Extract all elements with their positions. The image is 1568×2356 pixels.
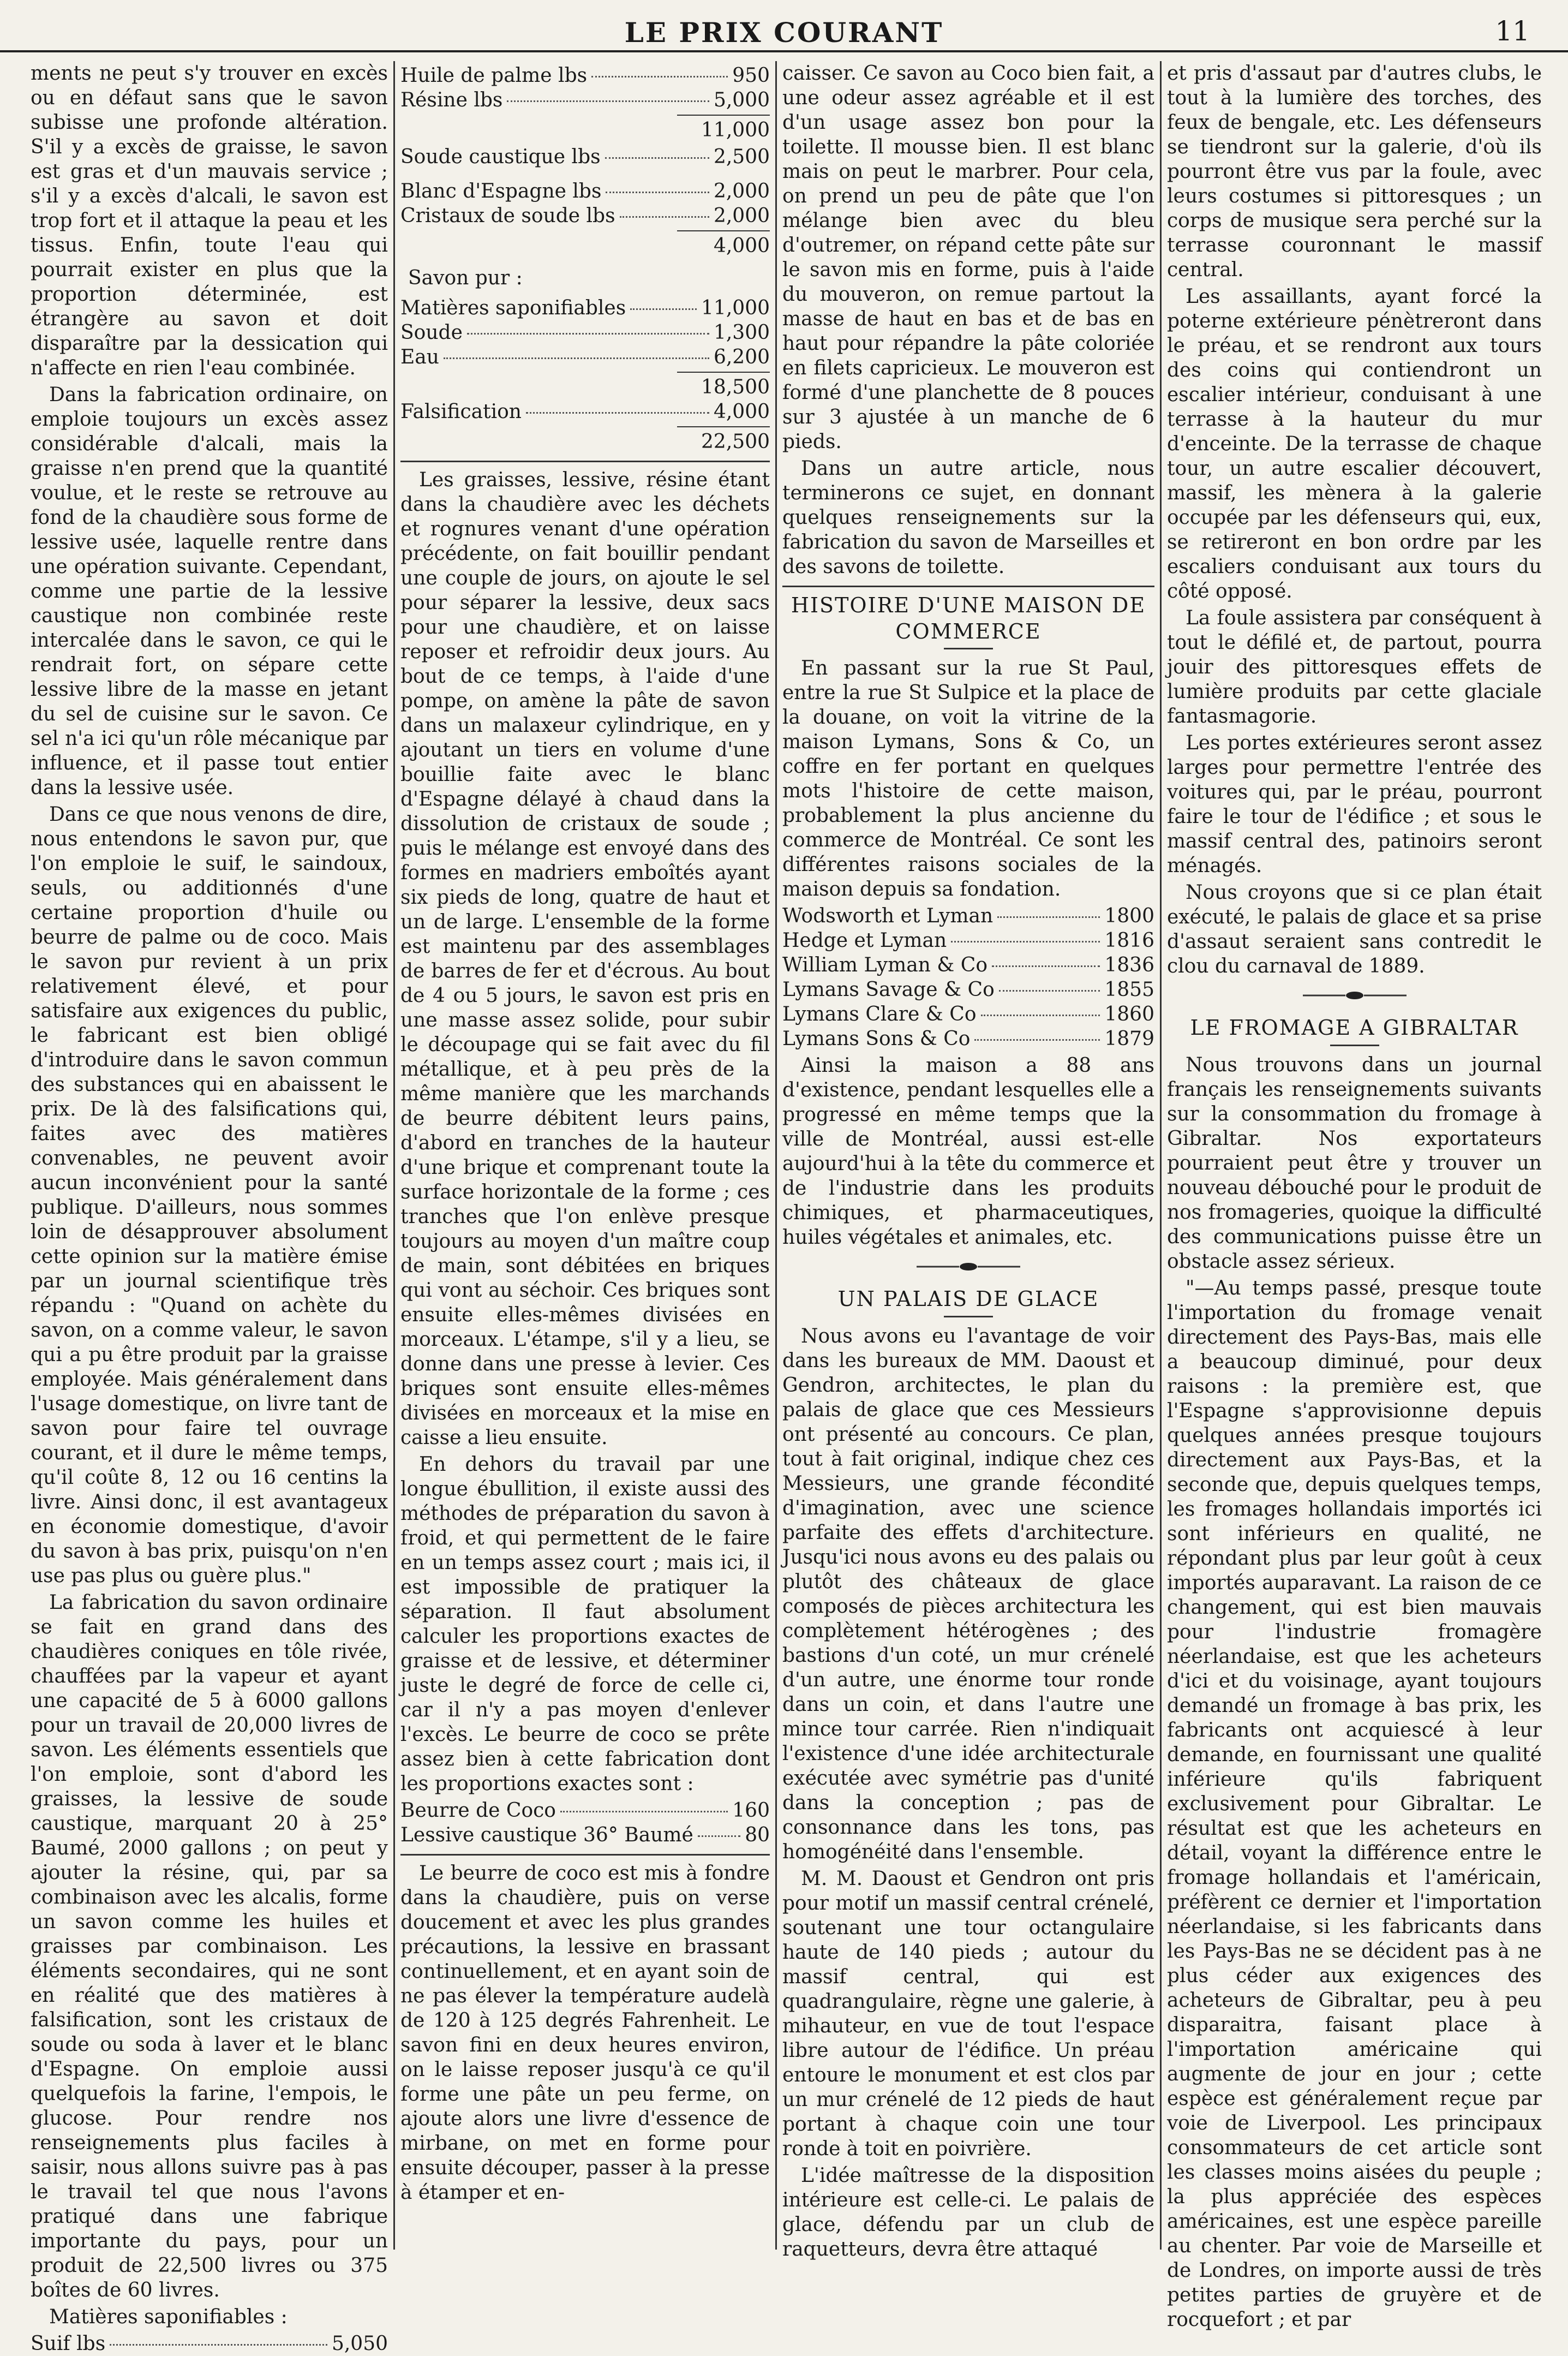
sum-rule bbox=[677, 230, 770, 231]
ingredient-row bbox=[400, 63, 770, 88]
paragraph: Les graisses, lessive, résine étant dans la chaudière avec les déchets et rognures venant d'une opération précédente, on fait bouillir pendant une couple de jours, on ajoute le sel pour séparer la lessive, deux sacs pour une chaudière, et on laisse reposer et refroidir deux jours. Au bout de ce temps, à l'aide d'une pompe, on amène la pâte de savon dans un malaxeur cylindrique, en y ajoutant un tiers en volume d'une bouillie faite avec le blanc d'Espagne délayé à chaud dans la dissolution de cristaux de soude ; puis le mélange est envoyé dans des formes en madriers emboîtés ayant six pieds de long, quatre de haut et un de large. L'ensemble de la forme est maintenu par des assemblages de barres de fer et d'écrous. Au bout de 4 ou 5 jours, le savon est pris en une masse assez solide, pour subir le découpage qui se fait avec du fil métallique, et à peu près de la même manière que les marchands de beurre débitent leurs pains, d'abord en tranches de la hauteur d'une brique et comprenant toute la surface horizontale de la forme ; ces tranches que l'on enlève presque toujours au moyen d'un maître coup de main, sont débitées en briques qui vont au séchoir. Ces briques sont ensuite elles-mêmes divisées en morceaux. L'étampe, s'il y a lieu, se donne dans une presse à levier. Ces briques sont ensuite elles-mêmes divisées en morceaux et la mise en caisse a lieu ensuite. bbox=[400, 469, 770, 1449]
leader-dots bbox=[992, 965, 1100, 967]
sum-rule bbox=[677, 372, 770, 373]
total-value: 22,500 bbox=[701, 431, 770, 453]
firm-year: 1836 bbox=[1104, 954, 1154, 976]
paragraph: Nous avons eu l'avantage de voir dans les bureaux de MM. Daoust et Gendron, architectes, le plan du palais de glace que ces Messieurs ont présenté au concours. Ce plan, tout à fait original, indique chez ces Messieurs, une grande fécondité d'imagination, avec une science parfaite des effets d'architecture. Jusqu'ici nous avons eu des palais ou plutôt des châteaux de glace composés de pièces architectura les complètement hétérogènes ; des bastions d'un coté, un mur crénelé d'un autre, une énorme tour ronde dans un coin, et dans l'autre une mince tour carrée. Rien n'indiquait l'existence d'une idée architecturale exécutée avec symétrie pas d'unité dans la conception ; pas de consonnance dans les tons, pas homogénéité dans l'ensemble. bbox=[782, 1325, 1154, 1863]
ingredient-list bbox=[400, 145, 770, 228]
ingredient-row bbox=[400, 179, 770, 204]
firm-year: 1816 bbox=[1104, 929, 1154, 952]
ingredient-value: 2,000 bbox=[713, 205, 770, 227]
paragraph: caisser. Ce savon au Coco bien fait, a une odeur assez agréable et il est d'un usage assez bon pour la toilette. Il mousse bien. Il est blanc mais on peut le marbrer. Pour cela, on prend un peu de pâte que l'on mélange bien avec du bleu d'outremer, on répand cette pâte sur le savon mis en forme, puis à l'aide du mouveron, on remue partout la masse de haut en bas et de bas en haut pour répandre la pâte coloriée en filets capricieux. Le mouveron est formé d'une planchette de 8 pouces sur 3 ajustée à un manche de 6 pieds. bbox=[782, 62, 1154, 453]
leader-dots bbox=[110, 2344, 327, 2346]
ingredient-row bbox=[400, 296, 770, 320]
ingredient-label: Blanc d'Espagne lbs bbox=[400, 180, 602, 202]
spacer bbox=[400, 169, 770, 179]
ingredient-row bbox=[400, 345, 770, 369]
ornament bbox=[782, 1255, 1154, 1280]
paragraph: Dans ce que nous venons de dire, nous entendons le savon pur, que l'on emploie le suif, le saindoux, seuls, ou additionnés d'une certaine proportion d'huile ou beurre de palme ou de coco. Mais le savon pur revient à un prix relativement élevé, et pour satisfaire aux exigences du public, le fabricant est bien obligé d'introduire dans le savon commun des substances qui en abaissent le prix. De là des falsifications qui, faites avec des matières convenables, ne peuvent avoir aucun inconvénient pour la santé publique. D'ailleurs, nous sommes loin de désapprouver absolument cette opinion sur la matière émise par un journal scientifique très répandu : "Quand on achète du savon, on a comme valeur, le savon qui a pu être produit par la graisse employée. Mais généralement dans l'usage domestique, on livre tant de savon pour faire tel ouvrage courant, et il dure le même temps, qu'il coûte 8, 12 ou 16 centins la livre. Ainsi donc, il est avantageux en économie domestique, d'avoir du savon à bas prix, puisqu'on n'en use pas plus ou guère plus." bbox=[31, 803, 388, 1587]
ingredient-label: Cristaux de soude lbs bbox=[400, 205, 615, 227]
subheading: Savon pur : bbox=[408, 267, 523, 289]
ingredient-row bbox=[400, 88, 770, 112]
ingredient-value: 2,000 bbox=[713, 180, 770, 202]
leader-dots bbox=[999, 990, 1100, 992]
ingredient-label: Falsification bbox=[400, 401, 522, 423]
ingredient-row bbox=[400, 320, 770, 345]
firm-row bbox=[782, 953, 1154, 977]
column-3 bbox=[775, 61, 1160, 2260]
ingredient-value: 5,050 bbox=[331, 2333, 388, 2355]
firm-name: Hedge et Lyman bbox=[782, 929, 947, 952]
firm-row bbox=[782, 1002, 1154, 1027]
divider bbox=[782, 586, 1154, 587]
ornament bbox=[1167, 984, 1542, 1009]
firm-row bbox=[782, 1027, 1154, 1051]
total-value: 18,500 bbox=[701, 376, 770, 398]
ingredient-value: 160 bbox=[732, 1799, 770, 1822]
leader-dots bbox=[630, 308, 697, 310]
paragraph: En passant sur la rue St Paul, entre la rue St Sulpice et la place de la douane, on voit la vitrine de la maison Lymans, Sons & Co, un coffre en fer portant en quelques mots l'histoire de cette maison, probablement la plus ancienne du commerce de Montréal. Ce sont les différentes raisons sociales de la maison depuis sa fondation. bbox=[782, 657, 1154, 900]
firm-name: Lymans Savage & Co bbox=[782, 979, 995, 1001]
paragraph: La fabrication du savon ordinaire se fait en grand dans des chaudières coniques en tôle rivée, chauffées par la vapeur et ayant une capacité de 5 à 6000 gallons pour un travail de 20,000 livres de savon. Les éléments essentiels que l'on emploie, sont d'abord les graisses, la lessive de soude caustique, marquant 20 à 25° Baumé, 2000 gallons ; on peut y ajouter la résine, qui, par sa combinaison avec les alcalis, forme un savon comme les huiles et graisses par combinaison. Les éléments secondaires, qui ne sont en réalité que des matières à falsification, sont les cristaux de soude ou soda à laver et le blanc d'Espagne. On emploie aussi quelquefois la farine, l'empois, le glucose. Pour rendre nos renseignements plus faciles à saisir, nous allons suivre pas à pas le travail tel que nous l'avons pratiqué dans une fabrique importante du pays, pour un produit de 22,500 livres ou 375 boîtes de 60 livres. bbox=[31, 1591, 388, 2301]
firm-year: 1800 bbox=[1104, 905, 1154, 927]
leader-dots bbox=[507, 100, 709, 102]
firm-name: William Lyman & Co bbox=[782, 954, 988, 976]
column-2 bbox=[393, 61, 775, 2250]
firm-year: 1855 bbox=[1104, 979, 1154, 1001]
columns bbox=[25, 61, 1547, 2355]
paragraph: Les assaillants, ayant forcé la poterne extérieure pénètreront dans le préau, et se rendront aux tours des coins qui contiendront un escalier intérieur, conduisant à une terrasse à la hauteur du mur d'enceinte. De la terrasse de chaque tour, un autre escalier découvert, massif, les mènera à la galerie occupée par les défenseurs qui, eux, se retireront en bon ordre par les escaliers conduisant aux tours du côté opposé. bbox=[1167, 285, 1542, 603]
firm-name: Wodsworth et Lyman bbox=[782, 905, 994, 927]
column-4 bbox=[1160, 61, 1547, 2331]
leader-dots bbox=[698, 1835, 740, 1837]
leader-dots bbox=[560, 1811, 728, 1812]
ingredient-row bbox=[400, 1823, 770, 1847]
ingredient-value: 6,200 bbox=[713, 346, 770, 368]
firm-row bbox=[782, 928, 1154, 953]
firm-name: Lymans Sons & Co bbox=[782, 1028, 971, 1050]
paragraph: La foule assistera par conséquent à tout le défilé et, de partout, pourra jouir des pittoresques effets de lumière produits par cette glaciale fantasmagorie. bbox=[1167, 607, 1542, 727]
leader-dots bbox=[997, 916, 1100, 918]
ingredient-list bbox=[400, 63, 770, 112]
heading-rule bbox=[1330, 1045, 1379, 1046]
ingredient-value: 5,000 bbox=[713, 89, 770, 111]
running-title: LE PRIX COURANT bbox=[624, 16, 944, 49]
paragraph: "—Au temps passé, presque toute l'importation du fromage venait directement des Pays-Bas, mais elle a beaucoup diminué, pour deux raisons : la première est, que l'Espagne s'approvisionne depuis quelques années presque toujours directement aux Pays-Bas, et la seconde que, depuis quelques temps, les fromages hollandais importés ici sont inférieurs en qualité, ne répondant plus par leur goût à ceux importés auparavant. La raison de ce changement, qui est bien mauvais pour l'industrie fromagère néerlandaise, est que les acheteurs d'ici et du voisinage, ayant toujours demandé un fromage à bas prix, les fabricants ont acquiescé à leur demande, en fournissant une qualité inférieure qu'ils fabriquent exclusivement pour Gibraltar. Le résultat est que les acheteurs en détail, voyant la différence entre le fromage hollandais et l'américain, préfèrent ce dernier et l'importation néerlandaise, si les fabricants dans les Pays-Bas ne se décident pas à ne plus céder aux exigences des acheteurs de Gibraltar, peu à peu disparaitra, faisant place à l'importation américaine qui augmente de jour en jour ; cette espèce est généralement reçue par voie de Liverpool. Les principaux consommateurs de cet article sont les classes moins aisées du peuple ; la plus appréciée des espèces américaines, est une espèce pareille au chenter. Par voie de Marseille et de Londres, on importe aussi de très petites parties de gruyère et de rocquefort ; et par bbox=[1167, 1277, 1542, 2331]
firm-list bbox=[782, 904, 1154, 1051]
ingredient-value: 1,300 bbox=[713, 321, 770, 344]
heading-rule bbox=[944, 648, 993, 649]
paragraph: Les portes extérieures seront assez larges pour permettre l'entrée des voitures qui, par le préau, pourront faire le tour de l'édifice ; et sous le massif central des, patinoirs seront ménagés. bbox=[1167, 732, 1542, 877]
ingredient-label: Matières saponifiables bbox=[400, 297, 626, 319]
ingredient-row bbox=[400, 399, 770, 424]
page-number: 11 bbox=[1495, 15, 1530, 47]
paragraph: En dehors du travail par une longue ébullition, il existe aussi des méthodes de préparation du savon à froid, et qui permettent de le faire en un temps assez court ; mais ici, il est impossible de pratiquer la séparation. Il faut absolument calculer les proportions exactes de graisse et de lessive, et déterminer juste le degré de force de celle ci, car il n'y a pas moyen d'enlever l'excès. Le beurre de coco se prête assez bien à cette fabrication dont les proportions exactes sont : bbox=[400, 1453, 770, 1795]
ingredient-row bbox=[31, 2331, 388, 2356]
paragraph: L'idée maîtresse de la disposition intérieure est celle-ci. Le palais de glace, défendu par un club de raquetteurs, devra être attaqué bbox=[782, 2164, 1154, 2260]
leader-dots bbox=[981, 1015, 1100, 1016]
sum-rule bbox=[677, 426, 770, 427]
paragraph: Le beurre de coco est mis à fondre dans la chaudière, puis on verse doucement et avec les plus grandes précautions, la lessive en brassant continuellement, et en ayant soin de ne pas élever la température audelà de 120 à 125 degrés Fahrenheit. Le savon fini en deux heures environ, on le laisse reposer jusqu'à ce qu'il forme une pâte un peu ferme, on ajoute alors une livre d'essence de mirbane, on met en forme pour ensuite découper, passer à la presse à étamper et en- bbox=[400, 1862, 770, 2204]
leader-dots bbox=[444, 357, 709, 359]
page-header bbox=[0, 0, 1568, 52]
ingredient-label: Huile de palme lbs bbox=[400, 64, 588, 87]
paragraph: et pris d'assaut par d'autres clubs, le tout à la lumière des torches, des feux de bengale, etc. Les défenseurs se tiendront sur la galerie, d'où ils pourront être vus par la foule, avec leurs costumes si pittoresques ; un corps de musique sera perché sur la terrasse couronnant le massif central. bbox=[1167, 62, 1542, 281]
ingredient-label: Soude caustique lbs bbox=[400, 146, 601, 168]
firm-year: 1879 bbox=[1104, 1028, 1154, 1050]
paragraph: Dans la fabrication ordinaire, on emploie toujours un excès assez considérable d'alcali, mais la graisse n'en prend que la quantité voulue, et le reste se retrouve au fond de la chaudière sous forme de lessive usée, laquelle rentre dans une opération suivante. Cependant, comme une partie de la lessive caustique non combinée reste intercalée dans le savon, ce qui le rendrait fort, on sépare cette lessive libre de la masse en jetant du sel de cuisine sur le savon. Ce sel n'a ici qu'un rôle mécanique par influence, et il passe tout entier dans la lessive usée. bbox=[31, 384, 388, 799]
ingredient-value: 950 bbox=[732, 64, 770, 87]
firm-name: Lymans Clare & Co bbox=[782, 1003, 977, 1025]
sum-rule bbox=[677, 115, 770, 116]
ornament-rule bbox=[1303, 988, 1407, 1003]
leader-dots bbox=[526, 412, 709, 414]
column-1 bbox=[25, 61, 393, 2355]
ingredient-row bbox=[400, 145, 770, 169]
total-value: 4,000 bbox=[713, 235, 770, 257]
leader-dots bbox=[605, 157, 709, 159]
ingredient-value: 2,500 bbox=[713, 146, 770, 168]
firm-row bbox=[782, 977, 1154, 1002]
ingredient-label: Résine lbs bbox=[400, 89, 503, 111]
ingredient-value: 80 bbox=[745, 1824, 770, 1846]
paragraph: Nous croyons que si ce plan était exécuté, le palais de glace et sa prise d'assaut seraient sans contredit le clou du carnaval de 1889. bbox=[1167, 881, 1542, 977]
paragraph: Ainsi la maison a 88 ans d'existence, pendant lesquelles elle a progressé en même temps que la ville de Montréal, aussi est-elle aujourd'hui à la tête du commerce et de l'industrie dans les produits chimiques, et pharmaceutiques, huiles végétales et animales, etc. bbox=[782, 1054, 1154, 1249]
ingredient-list bbox=[400, 1798, 770, 1847]
divider bbox=[400, 1854, 770, 1856]
article-heading: UN PALAIS DE GLACE bbox=[837, 1287, 1099, 1311]
leader-dots bbox=[467, 333, 709, 335]
paragraph: Nous trouvons dans un journal français les renseignements suivants sur la consommation du fromage à Gibraltar. Nos exportateurs pourraient peut être y trouver un nouveau débouché pour le produit de nos fromageries, quoique la difficulté des communications puisse être un obstacle assez sérieux. bbox=[1167, 1053, 1542, 1273]
ingredient-label: Suif lbs bbox=[31, 2333, 106, 2355]
ingredient-label: Soude bbox=[400, 321, 463, 344]
article-heading: LE FROMAGE A GIBRALTAR bbox=[1190, 1016, 1519, 1040]
divider bbox=[400, 461, 770, 462]
heading-rule bbox=[944, 1316, 993, 1317]
leader-dots bbox=[620, 216, 709, 218]
ornament-rule bbox=[917, 1260, 1020, 1274]
paragraph: Dans un autre article, nous terminerons ce sujet, en donnant quelques renseignements sur la fabrication du savon de Marseilles et des savons de toilette. bbox=[782, 457, 1154, 578]
article-heading: HISTOIRE D'UNE MAISON DE COMMERCE bbox=[791, 593, 1146, 643]
ingredient-label: Beurre de Coco bbox=[400, 1799, 556, 1822]
ingredient-row bbox=[400, 1798, 770, 1823]
total-value: 11,000 bbox=[701, 119, 770, 141]
firm-year: 1860 bbox=[1104, 1003, 1154, 1025]
ingredient-list bbox=[400, 296, 770, 369]
paragraph: M. M. Daoust et Gendron ont pris pour motif un massif central crénelé, soutenant une tour octangulaire haute de 140 pieds ; autour du massif central, qui est quadrangulaire, règne une galerie, à mihauteur, en vue de tout l'espace libre autour de l'édifice. Un préau entoure le monument et est clos par un mur crénelé de 12 pieds de haut portant à chaque coin une tour ronde à toit en poivrière. bbox=[782, 1867, 1154, 2160]
ingredient-value: 4,000 bbox=[713, 401, 770, 423]
firm-row bbox=[782, 904, 1154, 928]
ingredient-label: Lessive caustique 36° Baumé bbox=[400, 1824, 693, 1846]
paragraph: ments ne peut s'y trouver en excès ou en défaut sans que le savon subisse une profonde altération. S'il y a excès de graisse, le savon est gras et d'un mauvais service ; s'il y a excès d'alcali, le savon est trop fort et il attaque la peau et les tissus. Enfin, toute l'eau qui pourrait exister en plus que la proportion déterminée, est étrangère au savon et doit disparaître par la dessication qui n'affecte en rien l'eau combinée. bbox=[31, 62, 388, 379]
ingredient-label: Eau bbox=[400, 346, 439, 368]
leader-dots bbox=[591, 76, 728, 77]
list-caption: Matières saponifiables : bbox=[49, 2306, 288, 2328]
leader-dots bbox=[606, 192, 709, 193]
leader-dots bbox=[951, 941, 1100, 943]
ingredient-row bbox=[400, 204, 770, 228]
ingredient-value: 11,000 bbox=[701, 297, 770, 319]
leader-dots bbox=[974, 1039, 1100, 1041]
